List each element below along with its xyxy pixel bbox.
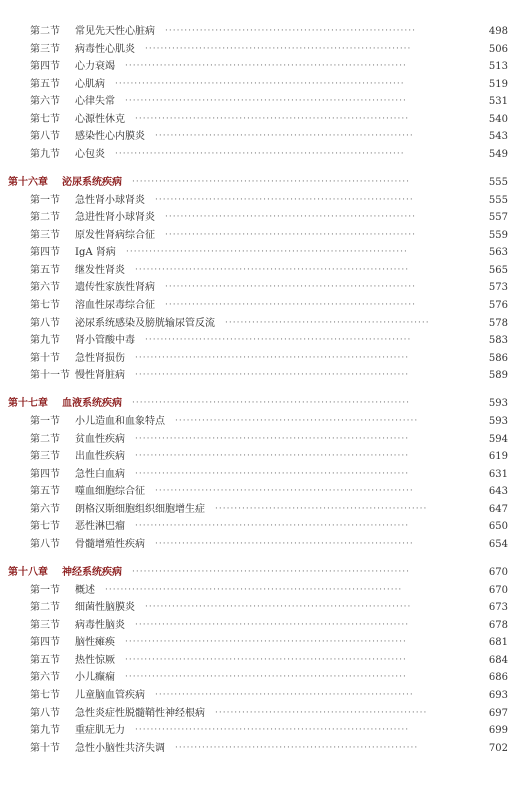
section-number: 第七节	[30, 113, 60, 125]
dot-leader: ·······································································	[135, 521, 410, 532]
section-number: 第七节	[30, 690, 60, 702]
page-number: 647	[488, 503, 508, 515]
page-number: 506	[488, 43, 508, 55]
section-row	[0, 722, 529, 739]
page-number: 573	[488, 282, 508, 294]
page-number: 531	[488, 96, 508, 108]
page-number: 586	[488, 352, 508, 364]
section-title: 感染性心内膜炎	[75, 131, 145, 143]
section-title: 儿童脑血管疾病	[75, 690, 145, 702]
dot-leader: ·····································································	[145, 335, 412, 346]
section-title: 热性惊厥	[75, 654, 115, 666]
section-title: 心律失常	[75, 96, 115, 108]
section-number: 第三节	[30, 43, 60, 55]
section-number: 第二节	[30, 26, 60, 37]
section-number: 第六节	[30, 282, 60, 294]
section-title: 急性小脑性共济失调	[75, 742, 165, 754]
section-row	[0, 483, 529, 500]
page-number: 557	[488, 212, 508, 224]
section-row	[0, 227, 529, 244]
section-row	[0, 501, 529, 518]
section-row	[0, 367, 529, 384]
dot-leader: ········································································	[132, 177, 410, 188]
page-number: 565	[488, 264, 508, 276]
page-number: 549	[488, 148, 508, 160]
section-number: 第九节	[30, 335, 60, 347]
dot-leader: ···································································	[155, 538, 414, 549]
dot-leader: ···································································	[155, 486, 414, 497]
section-row	[0, 192, 529, 209]
dot-leader: ·········································································	[125, 654, 407, 665]
section-number: 第十节	[30, 742, 60, 754]
page-number: 593	[488, 415, 508, 427]
chapter-title: 神经系统疾病	[62, 567, 122, 579]
section-row	[0, 315, 529, 332]
dot-leader: ·······················································	[215, 707, 428, 718]
section-title: 心包炎	[75, 148, 105, 160]
section-number: 第二节	[30, 433, 60, 445]
dot-leader: ·····································································	[145, 602, 412, 613]
section-row	[0, 76, 529, 93]
section-title: 恶性淋巴瘤	[75, 521, 125, 533]
section-row	[0, 599, 529, 616]
page-number: 654	[488, 538, 508, 550]
page-number: 619	[488, 451, 508, 463]
section-title: 急性肾小球肾炎	[75, 194, 145, 206]
section-number: 第六节	[30, 672, 60, 684]
chapter-title: 泌尿系统疾病	[62, 177, 122, 189]
dot-leader: ·································································	[165, 229, 416, 240]
section-title: 概述	[75, 584, 95, 596]
dot-leader: ·······························································	[175, 742, 419, 753]
section-number: 第十一节	[30, 370, 70, 382]
section-row	[0, 518, 529, 535]
section-title: 病毒性心肌炎	[75, 43, 135, 55]
section-row	[0, 41, 529, 58]
section-number: 第一节	[30, 194, 60, 206]
section-number: 第五节	[30, 264, 60, 276]
chapter-number: 第十七章	[8, 398, 48, 410]
dot-leader: ·······································································	[135, 468, 410, 479]
page-number: 519	[488, 78, 508, 90]
section-title: 出血性疾病	[75, 451, 125, 463]
section-row	[0, 687, 529, 704]
dot-leader: ·········································································	[126, 247, 408, 258]
dot-leader: ·············································································	[105, 584, 403, 595]
section-row	[0, 93, 529, 110]
dot-leader: ·····················································	[225, 317, 430, 328]
section-row	[0, 332, 529, 349]
section-title: 急性白血病	[75, 468, 125, 480]
section-row	[0, 466, 529, 483]
page-number: 593	[488, 398, 508, 410]
page-number: 543	[488, 131, 508, 143]
section-row	[0, 413, 529, 430]
section-title: 病毒性脑炎	[75, 619, 125, 631]
section-title: 常见先天性心脏病	[75, 26, 155, 37]
section-title: 噬血细胞综合征	[75, 486, 145, 498]
page-number: 681	[488, 637, 508, 649]
dot-leader: ···································································	[155, 131, 414, 142]
section-number: 第三节	[30, 619, 60, 631]
section-title: 小儿癫痫	[75, 672, 115, 684]
section-row	[0, 279, 529, 296]
section-number: 第二节	[30, 212, 60, 224]
page-number: 559	[488, 229, 508, 241]
page-number: 643	[488, 486, 508, 498]
dot-leader: ·······································································	[135, 619, 410, 630]
dot-leader: ·······································································	[135, 264, 410, 275]
section-number: 第三节	[30, 451, 60, 463]
section-number: 第四节	[30, 468, 60, 480]
section-title: 慢性肾脏病	[75, 370, 125, 382]
page-number: 563	[488, 247, 508, 259]
dot-leader: ·······································································	[135, 370, 410, 381]
section-row	[0, 111, 529, 128]
section-number: 第八节	[30, 317, 60, 329]
chapter-row	[0, 564, 529, 581]
section-row	[0, 209, 529, 226]
section-title: 肾小管酸中毒	[75, 335, 135, 347]
dot-leader: ·········································································	[125, 61, 407, 72]
section-row	[0, 297, 529, 314]
section-title: 骨髓增殖性疾病	[75, 538, 145, 550]
section-number: 第八节	[30, 131, 60, 143]
chapter-row	[0, 395, 529, 412]
section-title: 急性炎症性脱髓鞘性神经根病	[75, 707, 205, 719]
section-row	[0, 634, 529, 651]
section-number: 第四节	[30, 61, 60, 73]
section-title: 原发性肾病综合征	[75, 229, 155, 241]
dot-leader: ·······································································	[135, 451, 410, 462]
section-number: 第十节	[30, 352, 60, 364]
section-number: 第九节	[30, 725, 60, 737]
page-number: 555	[488, 194, 508, 206]
section-title: 心源性休克	[75, 113, 125, 125]
dot-leader: ·······································································	[135, 113, 410, 124]
section-title: 贫血性疾病	[75, 433, 125, 445]
dot-leader: ···········································································	[115, 148, 405, 159]
page-number: 699	[488, 725, 508, 737]
page-number: 673	[488, 602, 508, 614]
page-number: 650	[488, 521, 508, 533]
dot-leader: ·································································	[165, 300, 416, 311]
section-row	[0, 23, 529, 40]
dot-leader: ·····································································	[145, 43, 412, 54]
page-number: 686	[488, 672, 508, 684]
dot-leader: ········································································	[132, 398, 410, 409]
page-number: 540	[488, 113, 508, 125]
dot-leader: ···········································································	[115, 78, 405, 89]
section-title: 重症肌无力	[75, 725, 125, 737]
dot-leader: ·································································	[165, 212, 416, 223]
dot-leader: ·······································································	[135, 352, 410, 363]
dot-leader: ········································································	[132, 567, 410, 578]
dot-leader: ·································································	[165, 26, 416, 36]
section-row	[0, 350, 529, 367]
section-number: 第六节	[30, 503, 60, 515]
chapter-title: 血液系统疾病	[62, 398, 122, 410]
page-number: 697	[488, 707, 508, 719]
chapter-number: 第十六章	[8, 177, 48, 189]
dot-leader: ·································································	[165, 282, 416, 293]
section-number: 第五节	[30, 78, 60, 90]
dot-leader: ·········································································	[125, 637, 407, 648]
section-row	[0, 705, 529, 722]
page-number: 589	[488, 370, 508, 382]
section-title: 遗传性家族性肾病	[75, 282, 155, 294]
section-row	[0, 244, 529, 261]
dot-leader: ·······························································	[175, 415, 419, 426]
section-row	[0, 448, 529, 465]
section-row	[0, 262, 529, 279]
page-number: 513	[488, 61, 508, 73]
section-number: 第五节	[30, 486, 60, 498]
page-number: 583	[488, 335, 508, 347]
page-number: 693	[488, 690, 508, 702]
page-number: 702	[488, 742, 508, 754]
section-title: 急性肾损伤	[75, 352, 125, 364]
section-number: 第七节	[30, 300, 60, 312]
section-number: 第二节	[30, 602, 60, 614]
section-title: 细菌性脑膜炎	[75, 602, 135, 614]
page-number: 670	[488, 584, 508, 596]
page-number: 594	[488, 433, 508, 445]
section-title: 泌尿系统感染及膀胱输尿管反流	[75, 317, 215, 329]
page-number: 684	[488, 654, 508, 666]
section-number: 第五节	[30, 654, 60, 666]
section-title: IgA 肾病	[75, 247, 116, 259]
page-number: 631	[488, 468, 508, 480]
section-row	[0, 617, 529, 634]
section-number: 第四节	[30, 637, 60, 649]
dot-leader: ·······································································	[135, 725, 410, 736]
section-row	[0, 58, 529, 75]
dot-leader: ·······················································	[215, 503, 428, 514]
section-number: 第九节	[30, 148, 60, 160]
section-row	[0, 146, 529, 163]
section-number: 第三节	[30, 229, 60, 241]
section-title: 溶血性尿毒综合征	[75, 300, 155, 312]
section-row	[0, 740, 529, 757]
page-number: 670	[488, 567, 508, 579]
section-row	[0, 669, 529, 686]
section-row	[0, 431, 529, 448]
page-number: 578	[488, 317, 508, 329]
section-number: 第七节	[30, 521, 60, 533]
section-title: 心肌病	[75, 78, 105, 90]
section-number: 第八节	[30, 538, 60, 550]
dot-leader: ···································································	[155, 690, 414, 701]
section-title: 继发性肾炎	[75, 264, 125, 276]
section-number: 第八节	[30, 707, 60, 719]
page-number: 576	[488, 300, 508, 312]
dot-leader: ···································································	[155, 194, 414, 205]
section-number: 第四节	[30, 247, 60, 259]
page-number: 555	[488, 177, 508, 189]
section-row	[0, 582, 529, 599]
section-title: 脑性瘫痪	[75, 637, 115, 649]
page-number: 678	[488, 619, 508, 631]
section-number: 第六节	[30, 96, 60, 108]
section-number: 第一节	[30, 415, 60, 427]
dot-leader: ·······································································	[135, 433, 410, 444]
page-number: 498	[488, 26, 508, 37]
section-row	[0, 536, 529, 553]
section-title: 心力衰竭	[75, 61, 115, 73]
section-number: 第一节	[30, 584, 60, 596]
section-title: 急进性肾小球肾炎	[75, 212, 155, 224]
dot-leader: ·········································································	[125, 672, 407, 683]
dot-leader: ·········································································	[125, 96, 407, 107]
chapter-number: 第十八章	[8, 567, 48, 579]
section-title: 朗格汉斯细胞组织细胞增生症	[75, 503, 205, 515]
section-row	[0, 652, 529, 669]
section-row	[0, 128, 529, 145]
chapter-row	[0, 174, 529, 191]
section-title: 小儿造血和血象特点	[75, 415, 165, 427]
